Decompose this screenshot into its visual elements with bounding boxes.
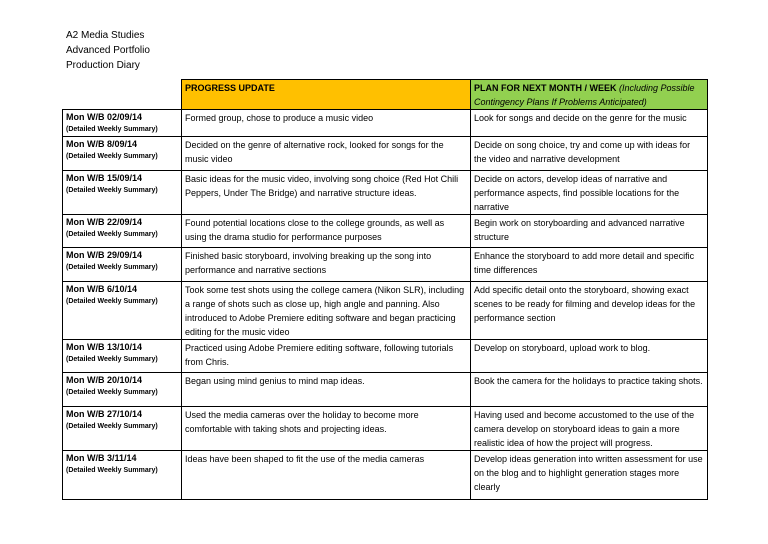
week-cell (63, 451, 182, 500)
week-summary-label: (Detailed Weekly Summary) (66, 126, 158, 133)
week-date: Mon W/B 20/10/14 (66, 375, 143, 385)
table-row (63, 137, 708, 171)
week-date: Mon W/B 13/10/14 (66, 342, 143, 352)
production-diary-table (62, 79, 708, 500)
progress-cell: Practiced using Adobe Premiere editing software, following tutorials from Chris. (182, 340, 471, 373)
week-cell (63, 248, 182, 282)
week-cell (63, 340, 182, 373)
week-summary-label: (Detailed Weekly Summary) (66, 264, 158, 271)
week-cell (63, 407, 182, 451)
table-row (63, 282, 708, 340)
progress-cell: Decided on the genre of alternative rock, looked for songs for the music video (182, 137, 471, 171)
week-summary-label: (Detailed Weekly Summary) (66, 356, 158, 363)
week-summary-label: (Detailed Weekly Summary) (66, 231, 158, 238)
plan-cell: Having used and become accustomed to the use of the camera develop on storyboard ideas to gain a more realistic idea of how the project will progress. (471, 407, 708, 451)
table-row (63, 215, 708, 248)
week-summary-label: (Detailed Weekly Summary) (66, 153, 158, 160)
plan-cell: Begin work on storyboarding and advanced narrative structure (471, 215, 708, 248)
progress-cell: Basic ideas for the music video, involving song choice (Red Hot Chili Peppers, Under The Bridge) and narrative structure ideas. (182, 171, 471, 215)
plan-next-header (471, 80, 708, 110)
table-row (63, 171, 708, 215)
week-date: Mon W/B 29/09/14 (66, 250, 143, 260)
table-row (63, 407, 708, 451)
header-line-portfolio: Advanced Portfolio (66, 45, 150, 56)
plan-cell: Add specific detail onto the storyboard, showing exact scenes to be ready for filming and develop ideas for the performance section (471, 282, 708, 340)
progress-cell: Finished basic storyboard, involving breaking up the song into performance and narrative sections (182, 248, 471, 282)
plan-header-title: PLAN FOR NEXT MONTH / WEEK (474, 83, 617, 93)
week-date: Mon W/B 22/09/14 (66, 217, 143, 227)
week-cell (63, 137, 182, 171)
week-date: Mon W/B 15/09/14 (66, 173, 143, 183)
plan-cell: Book the camera for the holidays to practice taking shots. (471, 373, 708, 407)
plan-cell: Enhance the storyboard to add more detail and specific time differences (471, 248, 708, 282)
progress-cell: Formed group, chose to produce a music video (182, 110, 471, 137)
week-date: Mon W/B 3/11/14 (66, 453, 137, 463)
table-row (63, 340, 708, 373)
plan-cell: Look for songs and decide on the genre for the music (471, 110, 708, 137)
plan-cell: Develop ideas generation into written assessment for use on the blog and to highlight generation stages more clearly (471, 451, 708, 500)
week-cell (63, 215, 182, 248)
progress-update-header: PROGRESS UPDATE (182, 80, 471, 110)
week-cell (63, 171, 182, 215)
plan-cell: Decide on actors, develop ideas of narrative and performance aspects, find possible locations for the narrative (471, 171, 708, 215)
week-cell (63, 373, 182, 407)
header-blank-cell (63, 80, 182, 110)
week-date: Mon W/B 27/10/14 (66, 409, 143, 419)
week-summary-label: (Detailed Weekly Summary) (66, 423, 158, 430)
week-cell (63, 110, 182, 137)
table-header-row (63, 80, 708, 110)
table-row (63, 373, 708, 407)
progress-cell: Began using mind genius to mind map ideas. (182, 373, 471, 407)
progress-cell: Took some test shots using the college camera (Nikon SLR), including a range of shots such as close up, high angle and panning. Also introduced to Adobe Premiere editing software and began practicing editing for the music video (182, 282, 471, 340)
table-row (63, 248, 708, 282)
table-row (63, 451, 708, 500)
week-date: Mon W/B 6/10/14 (66, 284, 138, 294)
header-line-subject: A2 Media Studies (66, 30, 145, 41)
progress-cell: Found potential locations close to the college grounds, as well as using the drama studio for performance purposes (182, 215, 471, 248)
table-row (63, 110, 708, 137)
week-date: Mon W/B 02/09/14 (66, 112, 143, 122)
header-line-diary: Production Diary (66, 60, 140, 71)
week-summary-label: (Detailed Weekly Summary) (66, 467, 158, 474)
plan-cell: Develop on storyboard, upload work to blog. (471, 340, 708, 373)
week-summary-label: (Detailed Weekly Summary) (66, 389, 158, 396)
week-summary-label: (Detailed Weekly Summary) (66, 187, 158, 194)
plan-cell: Decide on song choice, try and come up with ideas for the video and narrative development (471, 137, 708, 171)
plan-header-note: (Including Possible Contingency Plans If Problems Anticipated) (474, 83, 695, 107)
week-summary-label: (Detailed Weekly Summary) (66, 298, 158, 305)
week-cell (63, 282, 182, 340)
progress-cell: Used the media cameras over the holiday to become more comfortable with taking shots and projecting ideas. (182, 407, 471, 451)
week-date: Mon W/B 8/09/14 (66, 139, 138, 149)
progress-cell: Ideas have been shaped to fit the use of the media cameras (182, 451, 471, 500)
document-header (66, 28, 150, 73)
